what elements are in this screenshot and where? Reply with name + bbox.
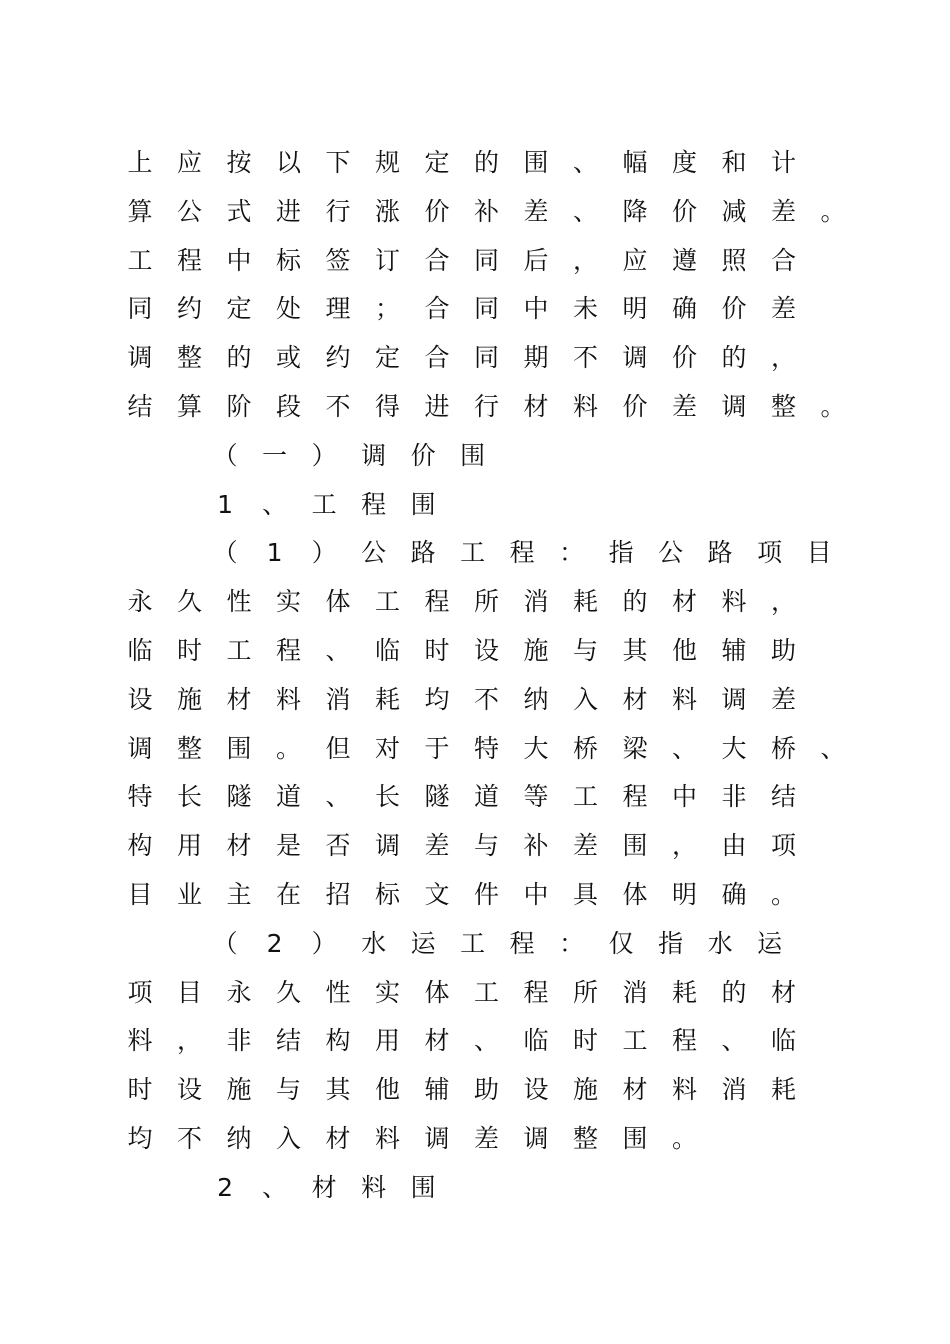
document-page: 上 应 按 以 下 规 定 的 围 、 幅 度 和 计 算 公 式 进 行 涨 价 补 差 、 降 价 减 差 。 工 程 中 标 签 订 合 同 后 ， 应 遵 照 合 同 约 定 处 理 ； 合 同 中 未 明 确 价 差 调 整 的 或 约 定 合 同 期 不 调 价 的 ， 结 算 阶 段 不 得 进 行 材 料 价 差 调 整 。 （ 一 ） 调 价 围 1 、 工 程 围 （ 1 ） 公 路 工 程 ： 指 公 路 项 目 永 久 性 实 体 工 程 所 消 耗 的 材 料 ， 临 时 工 程 、 临 时 设 施 与 其 他 辅 助 设 施 材 料 消 耗 均 不 纳 入 材 料 调 差 调 整 围 。 但 对 于 特 大 桥 梁 、 大 桥 、 特 长 隧 道 、 长 隧 道 等 工 程 中 非 结 构 用 材 是 否 调 差 与 补 差 围 ， 由 项 目 业 主 在 招 标 文 件 中 具 体 明 确 。 （ 2 ） 水 运 工 程 ： 仅 指 水 运 项 目 永 久 性 实 体 工 程 所 消 耗 的 材 料 ， 非 结 构 用 材 、 临 时 工 程 、 临 时 设 施 与 其 他 辅 助 设 施 材 料 消 耗 均 不 纳 入 材 料 调 差 调 整 围 。 2 、 材 料 围 (127, 148, 846, 1202)
